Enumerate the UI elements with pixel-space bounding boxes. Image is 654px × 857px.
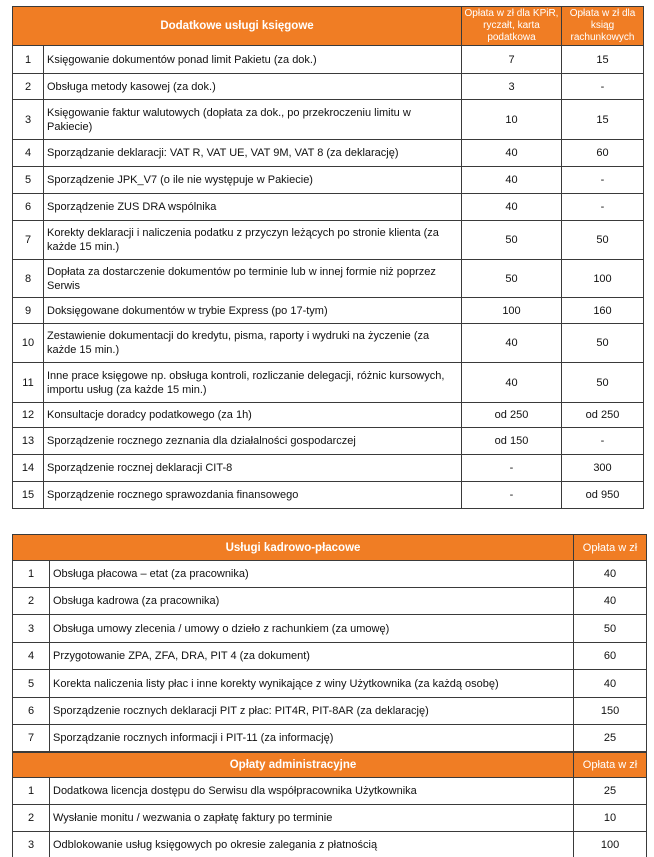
row-description: Sporządzanie rocznych informacji i PIT-11 (za informację) bbox=[50, 725, 574, 752]
accounting-header-row bbox=[13, 7, 644, 46]
row-number: 11 bbox=[13, 363, 44, 403]
fee-kpir: - bbox=[462, 482, 562, 509]
row-description: Obsługa metody kasowej (za dok.) bbox=[44, 74, 462, 100]
table-row bbox=[13, 482, 644, 509]
row-description: Księgowanie dokumentów ponad limit Pakietu (za dok.) bbox=[44, 46, 462, 74]
row-description: Konsultacje doradcy podatkowego (za 1h) bbox=[44, 403, 462, 428]
table-row bbox=[13, 221, 644, 260]
fee-books: 50 bbox=[562, 221, 644, 260]
row-description: Sporządzenie rocznej deklaracji CIT-8 bbox=[44, 455, 462, 482]
table-row bbox=[13, 324, 644, 363]
fee-kpir: 50 bbox=[462, 260, 562, 298]
fee-value: 40 bbox=[574, 561, 647, 588]
row-number: 6 bbox=[13, 194, 44, 221]
fee-books: - bbox=[562, 167, 644, 194]
row-number: 3 bbox=[13, 615, 50, 643]
row-number: 2 bbox=[13, 805, 50, 832]
row-number: 15 bbox=[13, 482, 44, 509]
row-number: 7 bbox=[13, 221, 44, 260]
row-description: Zestawienie dokumentacji do kredytu, pisma, raporty i wydruki na życzenie (za każde 15 min.) bbox=[44, 324, 462, 363]
fee-books: 15 bbox=[562, 100, 644, 140]
table-row bbox=[13, 561, 647, 588]
fee-value: 60 bbox=[574, 643, 647, 670]
row-description: Sporządzenie rocznego zeznania dla działalności gospodarczej bbox=[44, 428, 462, 455]
payroll-services-table bbox=[12, 534, 647, 752]
row-number: 5 bbox=[13, 670, 50, 698]
table-row bbox=[13, 194, 644, 221]
table-row bbox=[13, 46, 644, 74]
row-number: 3 bbox=[13, 832, 50, 857]
fee-kpir: 40 bbox=[462, 324, 562, 363]
fee-books: od 250 bbox=[562, 403, 644, 428]
row-number: 2 bbox=[13, 588, 50, 615]
payroll-header-row bbox=[13, 535, 647, 561]
col-header-fee: Opłata w zł bbox=[574, 753, 647, 778]
table-row bbox=[13, 167, 644, 194]
row-description: Korekta naliczenia listy płac i inne korekty wynikające z winy Użytkownika (za każdą osobę) bbox=[50, 670, 574, 698]
fee-books: 50 bbox=[562, 363, 644, 403]
row-number: 13 bbox=[13, 428, 44, 455]
fee-value: 40 bbox=[574, 588, 647, 615]
fee-books: 100 bbox=[562, 260, 644, 298]
fee-value: 25 bbox=[574, 725, 647, 752]
fee-value: 25 bbox=[574, 778, 647, 805]
row-description: Inne prace księgowe np. obsługa kontroli, rozliczanie delegacji, różnic kursowych, importu usług (za każde 15 min.) bbox=[44, 363, 462, 403]
row-description: Obsługa umowy zlecenia / umowy o dzieło z rachunkiem (za umowę) bbox=[50, 615, 574, 643]
table-row bbox=[13, 643, 647, 670]
fee-kpir: od 250 bbox=[462, 403, 562, 428]
col-header-fee: Opłata w zł bbox=[574, 535, 647, 561]
table-row bbox=[13, 74, 644, 100]
row-number: 10 bbox=[13, 324, 44, 363]
row-description: Korekty deklaracji i naliczenia podatku z przyczyn leżących po stronie klienta (za każde 15 min.) bbox=[44, 221, 462, 260]
row-number: 8 bbox=[13, 260, 44, 298]
fee-kpir: 40 bbox=[462, 194, 562, 221]
table-row bbox=[13, 725, 647, 752]
admin-fees-table bbox=[12, 752, 647, 857]
accounting-title: Dodatkowe usługi księgowe bbox=[13, 7, 462, 46]
fee-books: 15 bbox=[562, 46, 644, 74]
row-number: 4 bbox=[13, 643, 50, 670]
col-header-books: Opłata w zł dla ksiąg rachunkowych bbox=[562, 7, 644, 46]
row-description: Odblokowanie usług księgowych po okresie zalegania z płatnością bbox=[50, 832, 574, 857]
table-row bbox=[13, 455, 644, 482]
fee-books: 60 bbox=[562, 140, 644, 167]
fee-kpir: 100 bbox=[462, 298, 562, 324]
table-row bbox=[13, 298, 644, 324]
fee-kpir: 10 bbox=[462, 100, 562, 140]
fee-kpir: 3 bbox=[462, 74, 562, 100]
col-header-kpir: Opłata w zł dla KPiR, ryczałt, karta podatkowa bbox=[462, 7, 562, 46]
fee-books: - bbox=[562, 194, 644, 221]
fee-books: 300 bbox=[562, 455, 644, 482]
fee-kpir: 50 bbox=[462, 221, 562, 260]
row-description: Doksięgowane dokumentów w trybie Express (po 17-tym) bbox=[44, 298, 462, 324]
row-description: Wysłanie monitu / wezwania o zapłatę faktury po terminie bbox=[50, 805, 574, 832]
fee-books: od 950 bbox=[562, 482, 644, 509]
row-number: 12 bbox=[13, 403, 44, 428]
fee-value: 40 bbox=[574, 670, 647, 698]
row-number: 14 bbox=[13, 455, 44, 482]
row-description: Sporządzenie JPK_V7 (o ile nie występuje w Pakiecie) bbox=[44, 167, 462, 194]
fee-value: 100 bbox=[574, 832, 647, 857]
fee-value: 50 bbox=[574, 615, 647, 643]
row-description: Sporządzanie deklaracji: VAT R, VAT UE, VAT 9M, VAT 8 (za deklarację) bbox=[44, 140, 462, 167]
admin-title: Opłaty administracyjne bbox=[13, 753, 574, 778]
fee-kpir: 40 bbox=[462, 167, 562, 194]
row-description: Dodatkowa licencja dostępu do Serwisu dla współpracownika Użytkownika bbox=[50, 778, 574, 805]
table-row bbox=[13, 698, 647, 725]
table-row bbox=[13, 778, 647, 805]
row-description: Obsługa kadrowa (za pracownika) bbox=[50, 588, 574, 615]
row-description: Przygotowanie ZPA, ZFA, DRA, PIT 4 (za dokument) bbox=[50, 643, 574, 670]
table-row bbox=[13, 140, 644, 167]
fee-books: 50 bbox=[562, 324, 644, 363]
row-number: 3 bbox=[13, 100, 44, 140]
fee-kpir: - bbox=[462, 455, 562, 482]
table-row bbox=[13, 428, 644, 455]
table-row bbox=[13, 670, 647, 698]
table-row bbox=[13, 363, 644, 403]
payroll-title: Usługi kadrowo-płacowe bbox=[13, 535, 574, 561]
row-description: Sporządzenie rocznego sprawozdania finansowego bbox=[44, 482, 462, 509]
table-row bbox=[13, 805, 647, 832]
admin-header-row bbox=[13, 753, 647, 778]
fee-books: - bbox=[562, 74, 644, 100]
fee-kpir: 40 bbox=[462, 140, 562, 167]
fee-value: 150 bbox=[574, 698, 647, 725]
fee-value: 10 bbox=[574, 805, 647, 832]
table-row bbox=[13, 832, 647, 857]
row-number: 6 bbox=[13, 698, 50, 725]
fee-books: - bbox=[562, 428, 644, 455]
row-number: 5 bbox=[13, 167, 44, 194]
table-row bbox=[13, 403, 644, 428]
row-description: Sporządzenie ZUS DRA wspólnika bbox=[44, 194, 462, 221]
row-number: 9 bbox=[13, 298, 44, 324]
row-number: 7 bbox=[13, 725, 50, 752]
row-number: 4 bbox=[13, 140, 44, 167]
table-row bbox=[13, 615, 647, 643]
row-description: Dopłata za dostarczenie dokumentów po terminie lub w innej formie niż poprzez Serwis bbox=[44, 260, 462, 298]
fee-kpir: 40 bbox=[462, 363, 562, 403]
row-description: Obsługa płacowa – etat (za pracownika) bbox=[50, 561, 574, 588]
table-row bbox=[13, 100, 644, 140]
row-number: 1 bbox=[13, 561, 50, 588]
table-row bbox=[13, 588, 647, 615]
row-number: 1 bbox=[13, 778, 50, 805]
row-description: Sporządzenie rocznych deklaracji PIT z płac: PIT4R, PIT-8AR (za deklarację) bbox=[50, 698, 574, 725]
row-description: Księgowanie faktur walutowych (dopłata za dok., po przekroczeniu limitu w Pakiecie) bbox=[44, 100, 462, 140]
accounting-services-table bbox=[12, 6, 644, 509]
row-number: 1 bbox=[13, 46, 44, 74]
fee-kpir: od 150 bbox=[462, 428, 562, 455]
fee-books: 160 bbox=[562, 298, 644, 324]
table-row bbox=[13, 260, 644, 298]
fee-kpir: 7 bbox=[462, 46, 562, 74]
row-number: 2 bbox=[13, 74, 44, 100]
